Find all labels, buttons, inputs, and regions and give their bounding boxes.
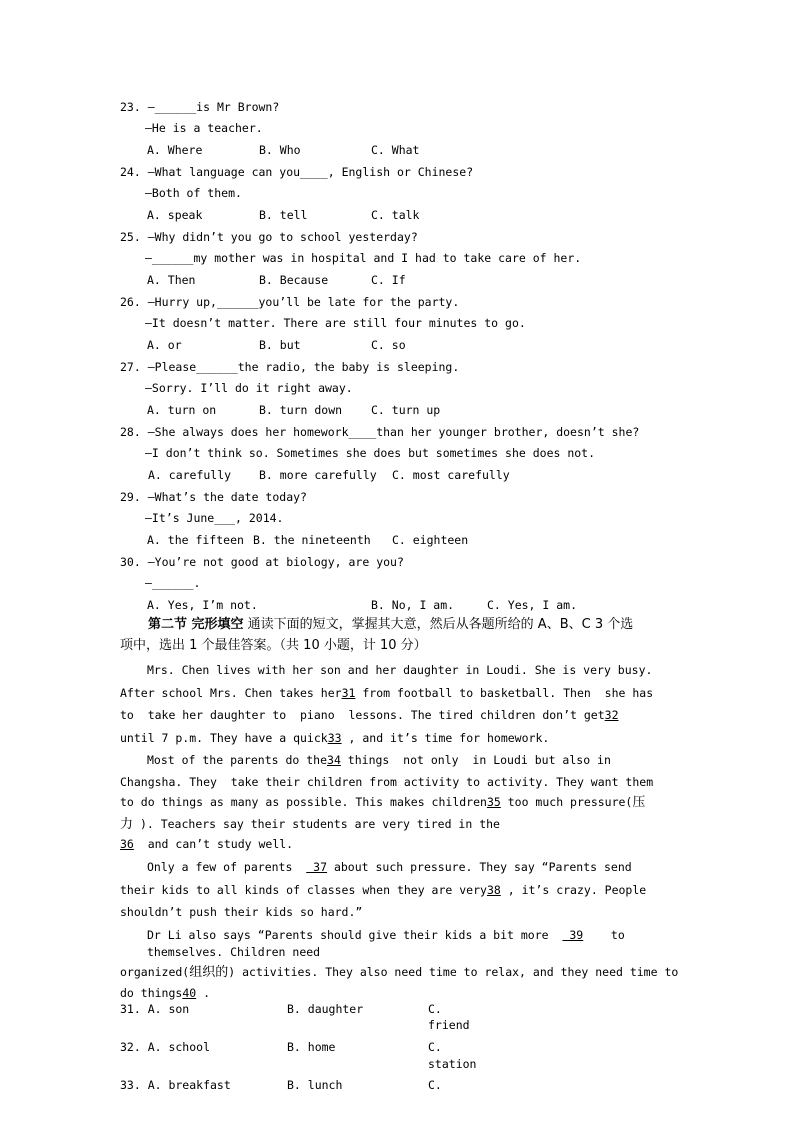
blank-37[interactable]: 37	[306, 860, 328, 874]
option-b: B. the nineteenth	[253, 533, 371, 547]
passage-line: organized(组织的) activities. They also need time to relax, and they need time to	[120, 965, 679, 980]
option-b: B. tell	[259, 208, 308, 222]
option-a: A. speak	[147, 208, 203, 222]
cloze-option-c-text: friend	[428, 1018, 470, 1032]
cloze-option-a: 32. A. school	[120, 1040, 211, 1054]
cloze-option-b: B. home	[287, 1040, 336, 1054]
passage-line: Mrs. Chen lives with her son and her daughter in Loudi. She is very busy.	[147, 663, 653, 677]
answer-line: —It doesn’t matter. There are still four minutes to go.	[145, 316, 526, 330]
blank-36[interactable]: 36	[120, 837, 134, 851]
section-instructions: 项中，选出 1 个最佳答案。（共 10 小题，计 10 分）	[120, 638, 427, 653]
question-30: 30. —You’re not good at biology, are you?	[120, 555, 404, 569]
option-a: A. the fifteen	[147, 533, 244, 547]
option-b: B. more carefully	[259, 468, 377, 482]
question-27: 27. —Please______the radio, the baby is sleeping.	[120, 360, 460, 374]
option-a: A. Where	[147, 143, 203, 157]
blank-40[interactable]: 40	[182, 986, 197, 1000]
option-b: B. but	[259, 338, 301, 352]
option-c: C. Yes, I am.	[487, 598, 578, 612]
option-a: A. Yes, I’m not.	[147, 598, 258, 612]
cloze-option-c: C.	[428, 1002, 442, 1016]
passage-line: 力 ). Teachers say their students are very tired in the	[120, 817, 500, 832]
blank-33[interactable]: 33	[327, 731, 342, 745]
passage-line: until 7 p.m. They have a quick33 , and it’s time for homework.	[120, 731, 550, 745]
option-c: C. What	[371, 143, 420, 157]
blank-32[interactable]: 32	[604, 708, 619, 722]
option-a: A. Then	[147, 273, 196, 287]
answer-line: —______my mother was in hospital and I had to take care of her.	[145, 251, 582, 265]
blank-35[interactable]: 35	[486, 795, 501, 809]
blank-34[interactable]: 34	[327, 753, 341, 767]
passage-line: 36 and can’t study well.	[120, 837, 294, 851]
option-b: B. Who	[259, 143, 301, 157]
passage-line: shouldn’t push their kids so hard.”	[120, 905, 363, 919]
question-26: 26. —Hurry up,______you’ll be late for the party.	[120, 295, 460, 309]
cloze-option-b: B. daughter	[287, 1002, 364, 1016]
option-c: C. so	[371, 338, 406, 352]
cloze-option-c: C.	[428, 1040, 442, 1054]
passage-line: do things40 .	[120, 986, 211, 1000]
option-b: B. No, I am.	[371, 598, 455, 612]
passage-line: Most of the parents do the34 things not only in Loudi but also in	[147, 753, 611, 767]
option-b: B. Because	[259, 273, 329, 287]
passage-line: After school Mrs. Chen takes her31 from football to basketball. Then she has	[120, 686, 654, 700]
option-c: C. talk	[371, 208, 420, 222]
passage-line: their kids to all kinds of classes when they are very38 , it’s crazy. People	[120, 883, 647, 897]
passage-line: themselves. Children need	[147, 945, 321, 959]
cloze-option-a: 33. A. breakfast	[120, 1078, 231, 1092]
passage-line: Dr Li also says “Parents should give their kids a bit more 39 to	[147, 928, 625, 942]
question-29: 29. —What’s the date today?	[120, 490, 307, 504]
question-28: 28. —She always does her homework____than her younger brother, doesn’t she?	[120, 425, 640, 439]
cloze-option-a: 31. A. son	[120, 1002, 190, 1016]
option-c: C. turn up	[371, 403, 441, 417]
cloze-option-c-text: station	[428, 1057, 477, 1071]
option-c: C. most carefully	[392, 468, 510, 482]
question-25: 25. —Why didn’t you go to school yesterday?	[120, 230, 418, 244]
section-heading: 第二节 完形填空 通读下面的短文，掌握其大意，然后从各题所给的 A、B、C 3 个选	[148, 617, 634, 632]
answer-line: —Sorry. I’ll do it right away.	[145, 381, 353, 395]
answer-line: —I don’t think so. Sometimes she does but sometimes she does not.	[145, 446, 596, 460]
answer-line: —Both of them.	[145, 186, 242, 200]
blank-39[interactable]: 39	[562, 928, 584, 942]
answer-line: —It’s June___, 2014.	[145, 511, 284, 525]
answer-line: —______.	[145, 576, 201, 590]
blank-31[interactable]: 31	[341, 686, 356, 700]
blank-38[interactable]: 38	[486, 883, 501, 897]
option-b: B. turn down	[259, 403, 343, 417]
passage-line: Changsha. They take their children from activity to activity. They want them	[120, 775, 654, 789]
passage-line: to do things as many as possible. This makes children35 too much pressure(压	[120, 795, 646, 810]
passage-line: to take her daughter to piano lessons. The tired children don’t get32	[120, 708, 619, 722]
option-c: C. If	[371, 273, 406, 287]
option-c: C. eighteen	[392, 533, 469, 547]
question-23: 23. —______is Mr Brown?	[120, 100, 280, 114]
answer-line: —He is a teacher.	[145, 121, 263, 135]
option-a: A. turn on	[147, 403, 217, 417]
question-24: 24. —What language can you____, English or Chinese?	[120, 165, 474, 179]
passage-line: Only a few of parents 37 about such pressure. They say “Parents send	[147, 860, 632, 874]
option-a: A. or	[147, 338, 182, 352]
cloze-option-b: B. lunch	[287, 1078, 343, 1092]
option-a: A. carefully	[148, 468, 232, 482]
cloze-option-c: C.	[428, 1078, 442, 1092]
